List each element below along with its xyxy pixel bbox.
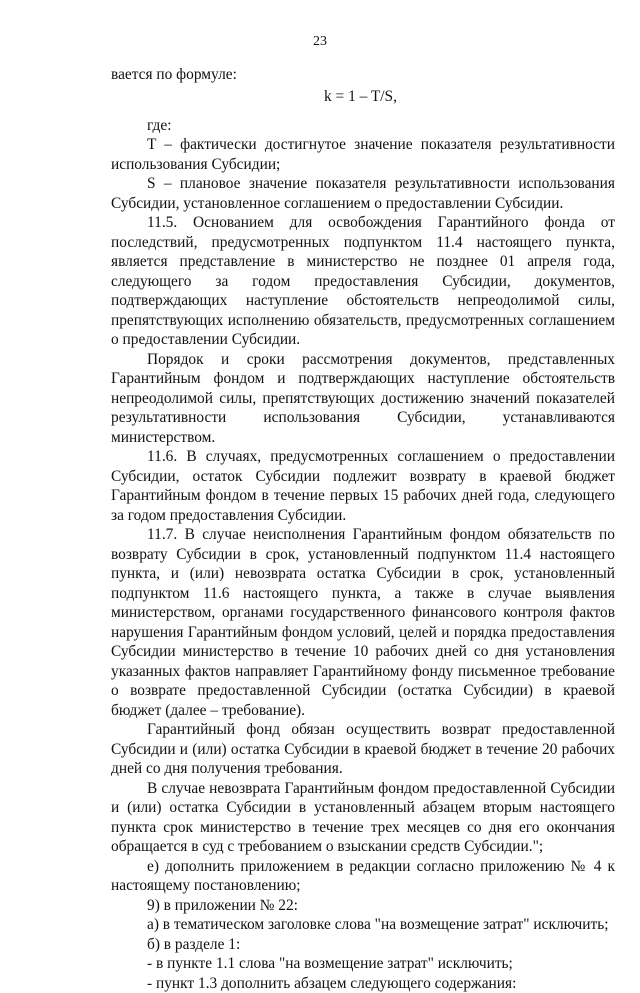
paragraph-s-definition: S – плановое значение показателя результативности использования Субсидии, установленное соглашением о предоставлении Субсидии. (111, 174, 615, 213)
paragraph-11-6: 11.6. В случаях, предусмотренных соглашением о предоставлении Субсидии, остаток Субсидии подлежит возврату в краевой бюджет Гарантийным фондом в течение первых 15 рабочих дней года, следующего за годом предоставления Субсидии. (111, 447, 615, 525)
paragraph-continuation: вается по формуле: (111, 65, 615, 85)
paragraph-return-obligation: Гарантийный фонд обязан осуществить возврат предоставленной Субсидии и (или) остатка Субсидии в краевой бюджет в течение 20 рабочих дней со дня получения требования. (111, 720, 615, 779)
spacer (111, 109, 615, 116)
paragraph-t-definition: T – фактически достигнутое значение показателя результативности использования Субсидии; (111, 135, 615, 174)
paragraph-a: а) в тематическом заголовке слова "на возмещение затрат" исключить; (111, 915, 615, 935)
paragraph-11-7: 11.7. В случае неисполнения Гарантийным фондом обязательств по возврату Субсидии в срок, установленный подпунктом 11.4 настоящего пункта, и (или) невозврата остатка Субсидии в срок, установленный подпунктом 11.6 настоящего пункта, а также в случае выявления министерством, органами государственного финансового контроля фактов нарушения Гарантийным фондом условий, целей и порядка предоставления Субсидии министерство в течение 10 рабочих дней со дня установления указанных фактов направляет Гарантийному фонду письменное требование о возврате предоставленной Субсидии (остатка Субсидии) в краевой бюджет (далее – требование). (111, 525, 615, 720)
paragraph-9: 9) в приложении № 22: (111, 896, 615, 916)
paragraph-e: е) дополнить приложением в редакции согласно приложению № 4 к настоящему постановлению; (111, 857, 615, 896)
paragraph-11-5: 11.5. Основанием для освобождения Гарантийного фонда от последствий, предусмотренных подпунктом 11.4 настоящего пункта, является представление в министерство не позднее 01 апреля года, следующего за годом предоставления Субсидии, документов, подтверждающих наступление обстоятельств непреодолимой силы, препятствующих исполнению обязательств, предусмотренных соглашением о предоставлении Субсидии. (111, 213, 615, 350)
paragraph-non-return: В случае невозврата Гарантийным фондом предоставленной Субсидии и (или) остатка Субсидии в установленный абзацем вторым настоящего пункта срок министерство в течение трех месяцев со дня его окончания обращается в суд с требованием о взыскании средств Субсидии."; (111, 779, 615, 857)
paragraph-item-1-3: - пункт 1.3 дополнить абзацем следующего содержания: (111, 974, 615, 993)
paragraph-b: б) в разделе 1: (111, 935, 615, 955)
page-number: 23 (0, 34, 640, 50)
document-body (111, 65, 615, 993)
paragraph-procedure: Порядок и сроки рассмотрения документов, представленных Гарантийным фондом и подтверждающих наступление обстоятельств непреодолимой силы, препятствующих достижению значений показателей результативности использования Субсидии, устанавливаются министерством. (111, 350, 615, 448)
paragraph-item-1-1: - в пункте 1.1 слова "на возмещение затрат" исключить; (111, 954, 615, 974)
paragraph-where: где: (111, 116, 615, 136)
formula: k = 1 – T/S, (111, 85, 615, 109)
